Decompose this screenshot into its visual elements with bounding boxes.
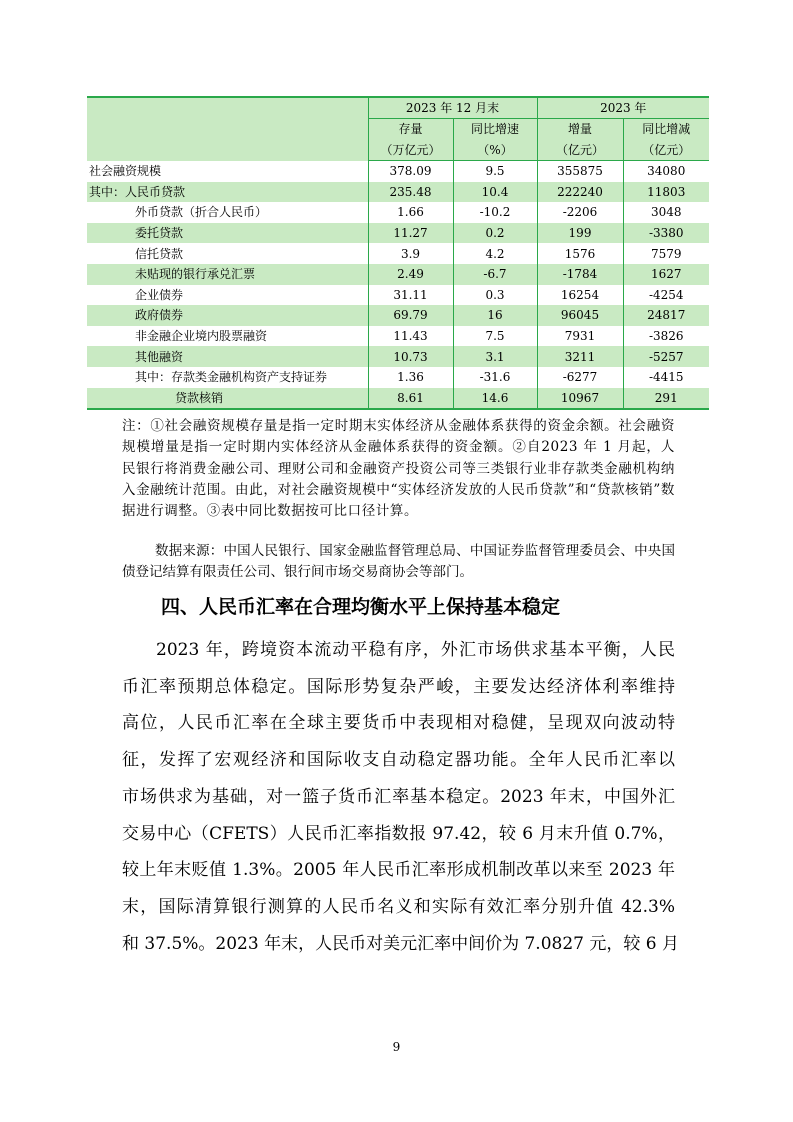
increase-cell: 96045: [537, 305, 623, 326]
change-cell: 11803: [623, 182, 709, 203]
stock-cell: 3.9: [368, 243, 453, 264]
row-label: 非金融企业境内股票融资: [135, 329, 268, 344]
table-row: [87, 367, 709, 388]
stock-cell: 11.43: [368, 326, 453, 347]
row-label: 其中：存款类金融机构资产支持证券: [135, 370, 328, 385]
change-cell: -3826: [623, 326, 709, 347]
change-cell: -4254: [623, 285, 709, 306]
growth-cell: -10.2: [453, 202, 537, 223]
growth-cell: 10.4: [453, 182, 537, 203]
increase-cell: -1784: [537, 264, 623, 285]
body-line: 征，发挥了宏观经济和国际收支自动稳定器功能。全年人民币汇率以: [122, 750, 675, 771]
body-line: 市场供求为基础，对一篮子货币汇率基本稳定。2023 年末，中国外汇: [122, 786, 675, 807]
row-label: 外币贷款（折合人民币）: [135, 205, 268, 220]
growth-cell: 3.1: [453, 346, 537, 367]
row-label: 委托贷款: [87, 223, 368, 244]
row-label: 其中：人民币贷款: [87, 182, 368, 203]
header-group-year-end: 2023 年 12 月末: [368, 97, 537, 119]
change-cell: 24817: [623, 305, 709, 326]
stock-cell: 31.11: [368, 285, 453, 306]
table-row: [87, 223, 709, 244]
growth-cell: 14.6: [453, 388, 537, 410]
increase-cell: 355875: [537, 161, 623, 182]
growth-cell: 7.5: [453, 326, 537, 347]
header-growth-unit: （%）: [453, 139, 537, 161]
table-row: [87, 388, 709, 410]
body-line: 交易中心（CFETS）人民币汇率指数报 97.42，较 6 月末升值 0.7%，: [122, 823, 675, 844]
header-group-year: 2023 年: [537, 97, 709, 119]
stock-cell: 10.73: [368, 346, 453, 367]
growth-cell: 4.2: [453, 243, 537, 264]
row-label: 政府债券: [87, 305, 368, 326]
table-row: [87, 182, 709, 203]
header-growth: 同比增速: [453, 119, 537, 140]
header-change: 同比增减: [623, 119, 709, 140]
header-increase: 增量: [537, 119, 623, 140]
row-label: 其他融资: [87, 346, 368, 367]
stock-cell: 11.27: [368, 223, 453, 244]
table-row: [87, 243, 709, 264]
increase-cell: 3211: [537, 346, 623, 367]
body-line: 较上年末贬值 1.3%。2005 年人民币汇率形成机制改革以来至 2023 年: [122, 860, 675, 881]
growth-cell: 0.2: [453, 223, 537, 244]
row-label: 企业债券: [135, 287, 184, 302]
data-source-note: 数据来源：中国人民银行、国家金融监督管理总局、中国证券监督管理委员会、中央国债登记结算有限责任公司、银行间市场交易商协会等部门。: [122, 543, 675, 581]
increase-cell: -2206: [537, 202, 623, 223]
section-heading: 四、人民币汇率在合理均衡水平上保持基本稳定: [161, 596, 561, 618]
body-line: 币汇率预期总体稳定。国际形势复杂严峻，主要发达经济体利率维持: [122, 676, 675, 697]
body-line: 末，国际清算银行测算的人民币名义和实际有效汇率分别升值 42.3%: [122, 896, 675, 917]
body-line: 2023 年，跨境资本流动平稳有序，外汇市场供求基本平衡，人民: [156, 640, 675, 660]
table-row: [87, 285, 709, 306]
increase-cell: 199: [537, 223, 623, 244]
table-row: [87, 326, 709, 347]
change-cell: -3380: [623, 223, 709, 244]
header-stock: 存量: [368, 119, 453, 140]
stock-cell: 8.61: [368, 388, 453, 410]
increase-cell: 1576: [537, 243, 623, 264]
header-blank-cell: [87, 97, 368, 161]
growth-cell: 0.3: [453, 285, 537, 306]
increase-cell: -6277: [537, 367, 623, 388]
page-number: 9: [392, 1040, 401, 1054]
stock-cell: 1.36: [368, 367, 453, 388]
change-cell: 7579: [623, 243, 709, 264]
table-row: [87, 202, 709, 223]
stock-cell: 378.09: [368, 161, 453, 182]
header-stock-unit: （万亿元）: [368, 139, 453, 161]
row-label: 未贴现的银行承兑汇票: [87, 264, 368, 285]
change-cell: 1627: [623, 264, 709, 285]
change-cell: -5257: [623, 346, 709, 367]
increase-cell: 16254: [537, 285, 623, 306]
body-paragraph: [122, 632, 679, 962]
stock-cell: 2.49: [368, 264, 453, 285]
header-increase-unit: （亿元）: [537, 139, 623, 161]
change-cell: -4415: [623, 367, 709, 388]
increase-cell: 7931: [537, 326, 623, 347]
change-cell: 291: [623, 388, 709, 410]
increase-cell: 222240: [537, 182, 623, 203]
header-change-unit: （亿元）: [623, 139, 709, 161]
stock-cell: 69.79: [368, 305, 453, 326]
change-cell: 34080: [623, 161, 709, 182]
growth-cell: -31.6: [453, 367, 537, 388]
table-row: [87, 305, 709, 326]
growth-cell: 16: [453, 305, 537, 326]
change-cell: 3048: [623, 202, 709, 223]
growth-cell: 9.5: [453, 161, 537, 182]
body-line: 和 37.5%。2023 年末，人民币对美元汇率中间价为 7.0827 元，较 6 月: [122, 933, 679, 954]
stock-cell: 1.66: [368, 202, 453, 223]
increase-cell: 10967: [537, 388, 623, 410]
row-label: 贷款核销: [87, 388, 368, 410]
stock-cell: 235.48: [368, 182, 453, 203]
table-row: [87, 264, 709, 285]
table-note: 注：①社会融资规模存量是指一定时期末实体经济从金融体系获得的资金余额。社会融资规模增量是指一定时期内实体经济从金融体系获得的资金额。②自2023 年 1 月起，人民银行将消费金融公司、理财公司和金融资产投资公司等三类银行业非存款类金融机构纳入金融统计范围。由此，对社会融资规模中“实体经济发放的人民币贷款”和“贷款核销”数据进行调整。③表中同比数据按可比口径计算。: [122, 418, 675, 520]
row-label: 信托贷款: [135, 246, 184, 261]
body-line: 高位，人民币汇率在全球主要货币中表现相对稳健，呈现双向波动特: [122, 713, 675, 734]
table-row: [87, 161, 709, 182]
row-label: 社会融资规模: [89, 164, 162, 179]
social-financing-table: [87, 96, 709, 410]
table-row: [87, 346, 709, 367]
growth-cell: -6.7: [453, 264, 537, 285]
